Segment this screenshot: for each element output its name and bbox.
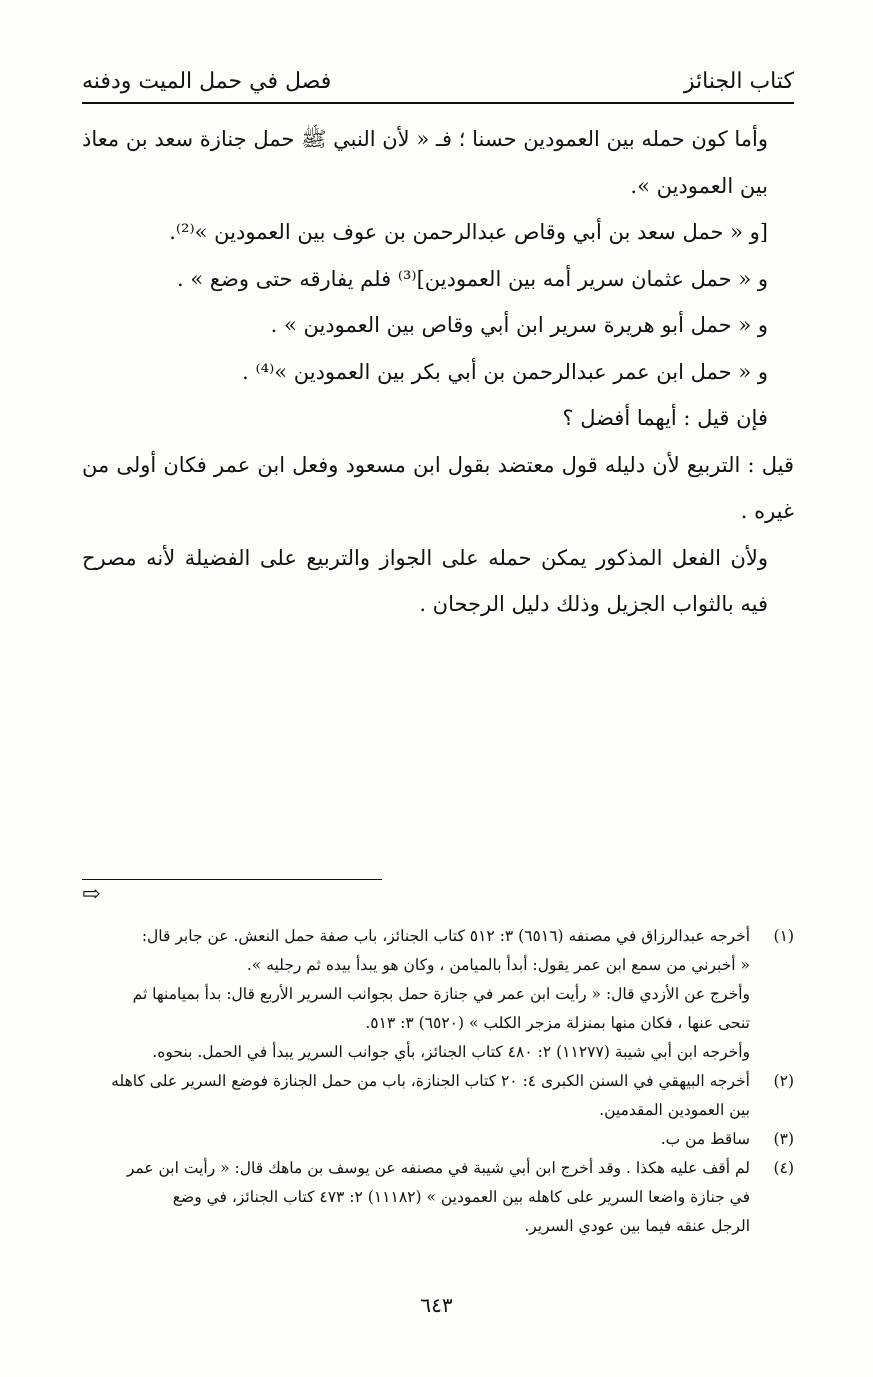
footnote-line: لم أقف عليه هكذا . وقد أخرج ابن أبي شيبة في مصنفه عن يوسف بن ماهك قال: « رأيت ابن عمر <box>126 1159 750 1177</box>
footnote-number: (٢) <box>773 1072 794 1090</box>
footnotes <box>82 922 794 1241</box>
continuation-arrow-icon: ⇨ <box>82 882 101 907</box>
footnote-number: (١) <box>773 927 794 945</box>
footnote-separator <box>82 879 382 880</box>
footnote-1 <box>82 922 794 1067</box>
footnote-line: بين العمودين المقدمين. <box>599 1101 750 1119</box>
footnote-line: أخرجه عبدالرزاق في مصنفه (٦٥١٦) ٣: ٥١٢ كتاب الجنائز، باب صفة حمل النعش. عن جابر قال: <box>141 927 750 945</box>
header-section-title: فصل في حمل الميت ودفنه <box>82 69 332 94</box>
footnote-4 <box>82 1154 794 1241</box>
footnote-line: وأخرج عن الأزدي قال: « رأيت ابن عمر في جنازة حمل بجوانب السرير الأربع قال: بدأ بميامنها ثم <box>132 985 750 1003</box>
footnote-line: في جنازة واضعا السرير على كاهله بين العمودين » (١١١٨٢) ٢: ٤٧٣ كتاب الجنائز، في وضع <box>172 1188 750 1206</box>
footnote-number: (٤) <box>773 1159 794 1177</box>
footnote-3 <box>82 1125 794 1154</box>
footnote-line: أخرجه البيهقي في السنن الكبرى ٤: ٢٠ كتاب الجنازة، باب من حمل الجنازة فوضع السرير على كاهله <box>111 1072 750 1090</box>
paragraph: فإن قيل : أيهما أفضل ؟ <box>562 406 768 430</box>
footnote-line: تنحى عنها ، فكان منها بمنزلة مزجر الكلب » (٦٥٢٠) ٣: ٥١٣. <box>365 1014 750 1032</box>
footnote-number: (٣) <box>773 1130 794 1148</box>
footnote-line: وأخرجه ابن أبي شيبة (١١٢٧٧) ٢: ٤٨٠ كتاب الجنائز، بأي جوانب السرير يبدأ في الحمل. بنحوه. <box>152 1043 750 1061</box>
paragraph: و « حمل ابن عمر عبدالرحمن بن أبي بكر بين العمودين »⁽⁴⁾ . <box>242 359 768 384</box>
page-number: ٦٤٣ <box>420 1293 453 1317</box>
main-text <box>82 116 794 628</box>
footnote-2 <box>82 1067 794 1125</box>
footnote-line: ساقط من ب. <box>660 1130 750 1148</box>
paragraph: و « حمل عثمان سرير أمه بين العمودين]⁽³⁾ فلم يفارقه حتى وضع » . <box>177 266 768 291</box>
paragraph: ولأن الفعل المذكور يمكن حمله على الجواز والتربيع على الفضيلة لأنه مصرح فيه بالثواب الجزيل وذلك دليل الرجحان . <box>82 545 768 616</box>
paragraph: و « حمل أبو هريرة سرير ابن أبي وقاص بين العمودين » . <box>270 313 768 337</box>
paragraph: قيل : التربيع لأن دليله قول معتضد بقول ابن مسعود وفعل ابن عمر فكان أولى من غيره . <box>82 452 794 523</box>
paragraph: [و « حمل سعد بن أبي وقاص عبدالرحمن بن عوف بين العمودين »⁽²⁾. <box>169 220 768 244</box>
header-book-title: كتاب الجنائز <box>683 69 794 94</box>
footnote-line: الرجل عنقه فيما بين عودي السرير. <box>524 1217 750 1235</box>
paragraph: وأما كون حمله بين العمودين حسنا ؛ فـ « لأن النبي ﷺ حمل جنازة سعد بن معاذ بين العمودين ». <box>82 127 768 198</box>
footnote-line: « أخبرني من سمع ابن عمر يقول: أبدأ بالميامن ، وكان هو يبدأ بيده ثم رجليه ». <box>246 956 750 974</box>
running-header <box>82 58 794 104</box>
